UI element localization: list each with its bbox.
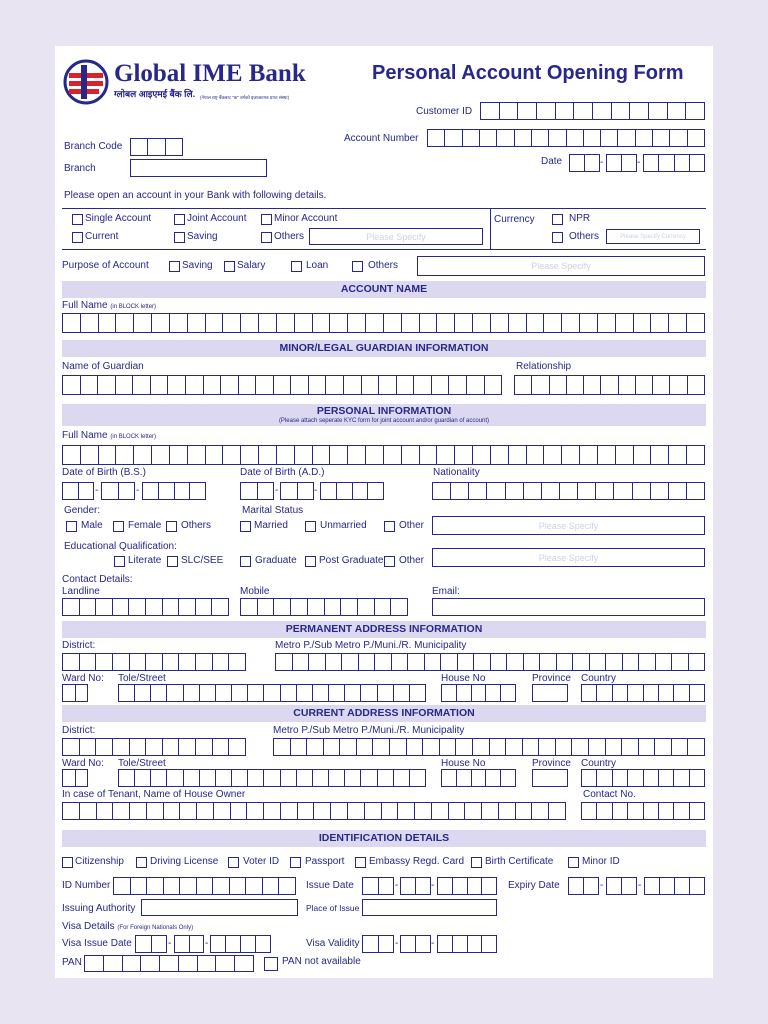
- npr-label: NPR: [569, 213, 591, 224]
- perm-ward-boxes[interactable]: [62, 684, 88, 702]
- visa-validity-label: Visa Validity: [306, 938, 360, 949]
- graduate-checkbox[interactable]: [240, 556, 251, 567]
- curr-tole-label: Tole/Street: [118, 758, 166, 769]
- date-label: Date: [541, 156, 563, 167]
- currency-others-label: Others: [569, 231, 600, 242]
- passport-checkbox[interactable]: [290, 857, 301, 868]
- saving-label: Saving: [187, 231, 218, 242]
- mobile-boxes[interactable]: [240, 598, 408, 616]
- issue-date-year[interactable]: [437, 877, 497, 895]
- perm-province-input[interactable]: [532, 684, 568, 702]
- curr-district-boxes[interactable]: [62, 738, 246, 756]
- perm-country-boxes[interactable]: [581, 684, 705, 702]
- bank-name: Global IME Bank: [114, 60, 306, 87]
- tenant-boxes[interactable]: [62, 802, 566, 820]
- unmarried-label: Unmarried: [320, 520, 367, 531]
- curr-province-label: Province: [532, 758, 571, 769]
- branch-code-boxes[interactable]: [130, 138, 183, 156]
- purpose-saving-checkbox[interactable]: [169, 261, 180, 272]
- account-number-boxes[interactable]: [427, 129, 705, 147]
- male-label: Male: [81, 520, 103, 531]
- contact-no-label: Contact No.: [583, 789, 636, 800]
- citizenship-checkbox[interactable]: [62, 857, 73, 868]
- curr-municipality-boxes[interactable]: [273, 738, 705, 756]
- date-year-boxes[interactable]: [643, 154, 705, 172]
- perm-country-label: Country: [581, 673, 617, 684]
- purpose-specify-input[interactable]: Please Specify: [417, 256, 705, 276]
- visa-issue-month[interactable]: [174, 935, 204, 953]
- perm-province-label: Province: [532, 673, 571, 684]
- embassy-card-label: Embassy Regd. Card: [369, 856, 465, 867]
- expiry-date-year[interactable]: [644, 877, 705, 895]
- single-account-checkbox[interactable]: [72, 214, 83, 225]
- guardian-name-label: Name of Guardian: [62, 361, 144, 372]
- issuing-authority-label: Issuing Authority: [62, 903, 136, 914]
- issue-date-label: Issue Date: [306, 880, 354, 891]
- customer-id-label: Customer ID: [416, 106, 473, 117]
- section-current-address: CURRENT ADDRESS INFORMATION: [62, 705, 706, 722]
- curr-country-boxes[interactable]: [581, 769, 705, 787]
- relationship-label: Relationship: [516, 361, 572, 372]
- place-of-issue-input[interactable]: [362, 899, 497, 916]
- education-label: Educational Qualification:: [64, 541, 177, 552]
- marital-status-label: Marital Status: [242, 505, 304, 516]
- expiry-date-day[interactable]: [568, 877, 599, 895]
- current-checkbox[interactable]: [72, 232, 83, 243]
- minor-id-label: Minor ID: [582, 856, 620, 867]
- purpose-others-checkbox[interactable]: [352, 261, 363, 272]
- dob-ad-year[interactable]: [320, 482, 384, 500]
- purpose-saving-label: Saving: [182, 260, 213, 271]
- perm-house-label: House No: [441, 673, 486, 684]
- purpose-salary-checkbox[interactable]: [224, 261, 235, 272]
- visa-validity-year[interactable]: [437, 935, 497, 953]
- slc-checkbox[interactable]: [167, 556, 178, 567]
- nationality-boxes[interactable]: [432, 482, 705, 500]
- curr-country-label: Country: [581, 758, 617, 769]
- gender-label: Gender:: [64, 505, 101, 516]
- voter-id-label: Voter ID: [243, 856, 280, 867]
- contact-no-boxes[interactable]: [581, 802, 705, 820]
- personal-full-name-boxes[interactable]: [62, 445, 705, 465]
- mobile-label: Mobile: [240, 586, 270, 597]
- others-account-label: Others: [274, 231, 305, 242]
- purpose-loan-label: Loan: [306, 260, 329, 271]
- currency-specify-input[interactable]: Please Specify Currency: [606, 229, 700, 244]
- currency-others-checkbox[interactable]: [552, 232, 563, 243]
- dob-bs-year[interactable]: [142, 482, 206, 500]
- tenant-label: In case of Tenant, Name of House Owner: [62, 789, 246, 800]
- perm-ward-label: Ward No:: [62, 673, 104, 684]
- branch-label: Branch: [64, 163, 96, 174]
- joint-account-checkbox[interactable]: [174, 214, 185, 225]
- npr-checkbox[interactable]: [552, 214, 563, 225]
- curr-district-label: District:: [62, 725, 96, 736]
- slc-label: SLC/SEE: [181, 555, 224, 566]
- nationality-label: Nationality: [433, 467, 480, 478]
- perm-district-label: District:: [62, 640, 96, 651]
- embassy-card-checkbox[interactable]: [355, 857, 366, 868]
- purpose-loan-checkbox[interactable]: [291, 261, 302, 272]
- section-account-name: ACCOUNT NAME: [62, 281, 706, 298]
- unmarried-checkbox[interactable]: [305, 521, 316, 532]
- landline-boxes[interactable]: [62, 598, 229, 616]
- birth-certificate-checkbox[interactable]: [471, 857, 482, 868]
- account-full-name-boxes[interactable]: [62, 313, 705, 333]
- post-graduate-label: Post Graduate: [319, 555, 384, 566]
- saving-checkbox[interactable]: [174, 232, 185, 243]
- pan-boxes[interactable]: [84, 955, 254, 972]
- place-of-issue-label: Place of Issue: [306, 903, 360, 913]
- gender-others-label: Others: [181, 520, 212, 531]
- education-specify-input[interactable]: Please Specify: [432, 548, 705, 567]
- voter-id-checkbox[interactable]: [228, 857, 239, 868]
- minor-account-checkbox[interactable]: [261, 214, 272, 225]
- currency-label: Currency: [494, 214, 535, 225]
- guardian-name-boxes[interactable]: [62, 375, 502, 395]
- email-label: Email:: [432, 586, 460, 597]
- female-checkbox[interactable]: [113, 521, 124, 532]
- perm-tole-boxes[interactable]: [118, 684, 426, 702]
- curr-tole-boxes[interactable]: [118, 769, 426, 787]
- minor-id-checkbox[interactable]: [568, 857, 579, 868]
- issue-date-month[interactable]: [400, 877, 431, 895]
- purpose-others-label: Others: [368, 260, 399, 271]
- section-identification: IDENTIFICATION DETAILS: [62, 830, 706, 847]
- married-checkbox[interactable]: [240, 521, 251, 532]
- dob-bs-month[interactable]: [101, 482, 135, 500]
- section-permanent-address: PERMANENT ADDRESS INFORMATION: [62, 621, 706, 638]
- purpose-salary-label: Salary: [237, 260, 266, 271]
- passport-label: Passport: [305, 856, 345, 867]
- dob-bs-day[interactable]: [62, 482, 94, 500]
- driving-license-checkbox[interactable]: [136, 857, 147, 868]
- curr-municipality-label: Metro P./Sub Metro P./Muni./R. Municipality: [273, 725, 465, 736]
- personal-full-name-label: Full Name (in BLOCK letter): [62, 430, 157, 441]
- branch-input[interactable]: [130, 159, 267, 177]
- bank-tagline: (नेपाल राष्ट्र बैंकबाट "क" वर्गको इजाजतपत्र प्राप्त संस्था): [200, 95, 290, 100]
- visa-details-label: Visa Details (For Foreign Nationals Only): [62, 921, 194, 932]
- pan-not-available-checkbox[interactable]: [264, 957, 278, 971]
- current-label: Current: [85, 231, 119, 242]
- curr-ward-label: Ward No:: [62, 758, 104, 769]
- driving-license-label: Driving License: [150, 856, 219, 867]
- others-account-checkbox[interactable]: [261, 232, 272, 243]
- curr-ward-boxes[interactable]: [62, 769, 88, 787]
- marital-specify-input[interactable]: Please Specify: [432, 516, 705, 535]
- visa-issue-year[interactable]: [210, 935, 271, 953]
- literate-label: Literate: [128, 555, 162, 566]
- pan-not-available-label: PAN not available: [282, 956, 361, 967]
- expiry-date-label: Expiry Date: [508, 880, 560, 891]
- date-day-boxes[interactable]: [569, 154, 600, 172]
- relationship-boxes[interactable]: [514, 375, 705, 395]
- customer-id-boxes[interactable]: [480, 102, 705, 120]
- marital-other-label: Other: [399, 520, 425, 531]
- id-number-label: ID Number: [62, 880, 111, 891]
- section-personal: PERSONAL INFORMATION (Please attach seperate KYC form for joint account and/or guardian of account): [62, 404, 706, 426]
- dob-ad-day[interactable]: [240, 482, 274, 500]
- edu-other-checkbox[interactable]: [384, 556, 395, 567]
- purpose-label: Purpose of Account: [62, 260, 149, 271]
- male-checkbox[interactable]: [66, 521, 77, 532]
- id-number-boxes[interactable]: [113, 877, 296, 895]
- literate-checkbox[interactable]: [114, 556, 125, 567]
- birth-certificate-label: Birth Certificate: [485, 856, 554, 867]
- married-label: Married: [254, 520, 288, 531]
- landline-label: Landline: [62, 586, 100, 597]
- edu-other-label: Other: [399, 555, 425, 566]
- contact-details-label: Contact Details:: [62, 574, 133, 585]
- marital-other-checkbox[interactable]: [384, 521, 395, 532]
- gender-others-checkbox[interactable]: [166, 521, 177, 532]
- perm-house-boxes[interactable]: [441, 684, 516, 702]
- expiry-date-month[interactable]: [606, 877, 637, 895]
- intro-text: Please open an account in your Bank with following details.: [64, 190, 327, 201]
- visa-issue-date-label: Visa Issue Date: [62, 938, 132, 949]
- curr-house-boxes[interactable]: [441, 769, 516, 787]
- date-month-boxes[interactable]: [606, 154, 637, 172]
- joint-account-label: Joint Account: [187, 213, 247, 224]
- graduate-label: Graduate: [255, 555, 297, 566]
- citizenship-label: Citizenship: [75, 856, 124, 867]
- account-full-name-label: Full Name (in BLOCK letter): [62, 300, 157, 311]
- perm-municipality-label: Metro P./Sub Metro P./Muni./R. Municipality: [275, 640, 467, 651]
- bank-name-devanagari: ग्लोबल आइएमई बैंक लि.: [114, 89, 196, 99]
- visa-validity-day[interactable]: [362, 935, 394, 953]
- single-account-label: Single Account: [85, 213, 152, 224]
- post-graduate-checkbox[interactable]: [305, 556, 316, 567]
- bank-logo-icon: [63, 59, 111, 105]
- issuing-authority-input[interactable]: [141, 899, 298, 916]
- curr-house-label: House No: [441, 758, 486, 769]
- section-guardian: MINOR/LEGAL GUARDIAN INFORMATION: [62, 340, 706, 357]
- visa-issue-day[interactable]: [135, 935, 167, 953]
- email-input[interactable]: [432, 598, 705, 616]
- perm-municipality-boxes[interactable]: [275, 653, 705, 671]
- perm-district-boxes[interactable]: [62, 653, 246, 671]
- dob-ad-month[interactable]: [280, 482, 314, 500]
- dob-bs-label: Date of Birth (B.S.): [62, 467, 146, 478]
- account-number-label: Account Number: [344, 133, 419, 144]
- perm-tole-label: Tole/Street: [118, 673, 166, 684]
- form-title: Personal Account Opening Form: [372, 62, 684, 84]
- curr-province-input[interactable]: [532, 769, 568, 787]
- dob-ad-label: Date of Birth (A.D.): [240, 467, 325, 478]
- visa-validity-month[interactable]: [400, 935, 431, 953]
- female-label: Female: [128, 520, 162, 531]
- minor-account-label: Minor Account: [274, 213, 338, 224]
- account-type-specify-input[interactable]: Please Specify: [309, 228, 483, 245]
- pan-label: PAN: [62, 957, 82, 968]
- issue-date-day[interactable]: [362, 877, 394, 895]
- branch-code-label: Branch Code: [64, 141, 123, 152]
